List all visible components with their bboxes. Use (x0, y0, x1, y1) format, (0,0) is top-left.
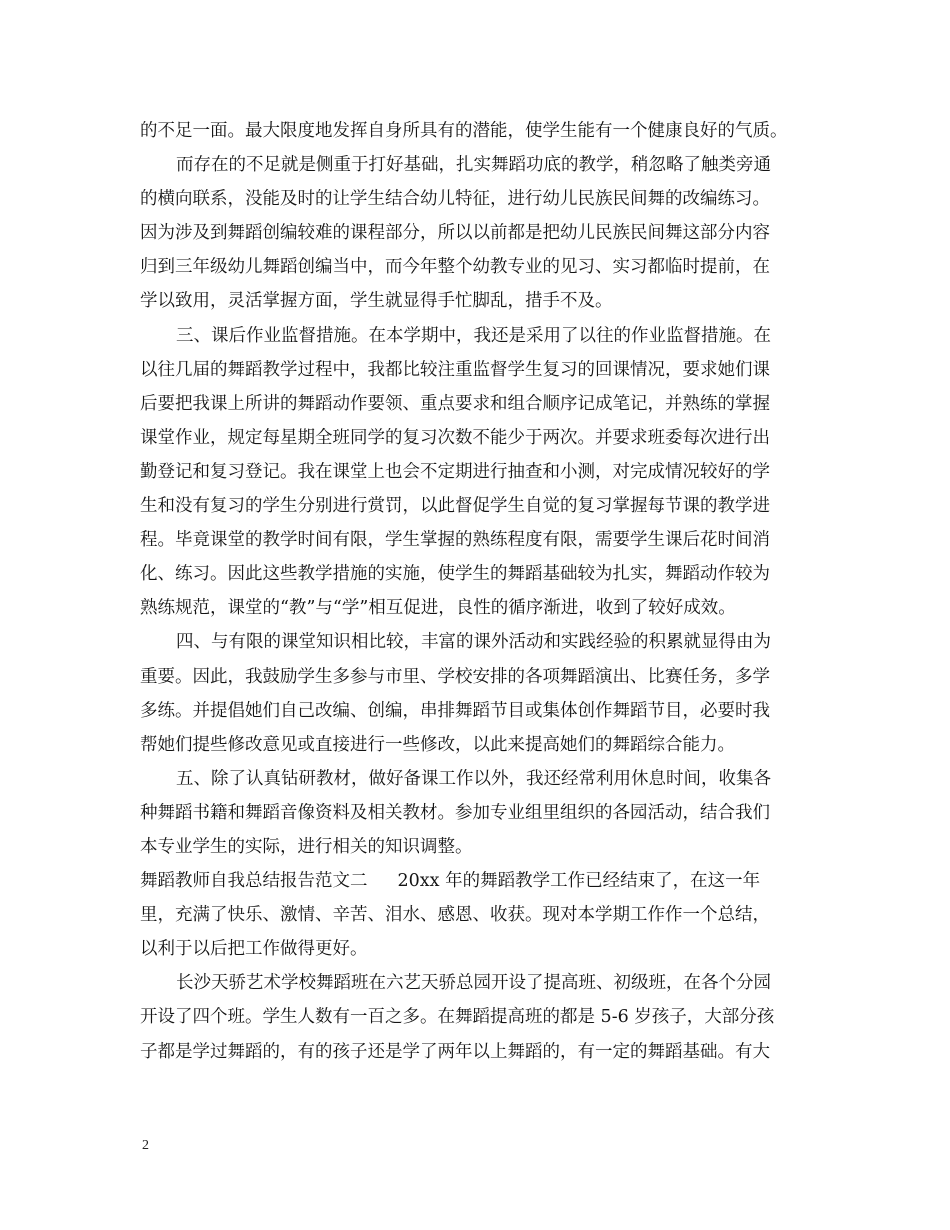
paragraph-start-line: 而存在的不足就是侧重于打好基础，扎实舞蹈功底的教学，稍忽略了触类旁通 (176, 155, 771, 176)
text-line: 后要把我课上所讲的舞蹈动作要领、重点要求和组合顺序记成笔记，并熟练的掌握 (140, 393, 770, 414)
text-line: 种舞蹈书籍和舞蹈音像资料及相关教材。参加专业组里组织的各园活动，结合我们 (140, 802, 770, 823)
text-line: 以往几届的舞蹈教学过程中，我都比较注重监督学生复习的回课情况，要求她们课 (140, 359, 770, 380)
text-line: 程。毕竟课堂的教学时间有限，学生掌握的熟练程度有限，需要学生课后花时间消 (140, 530, 770, 551)
paragraph-start-line: 五、除了认真钻研教材，做好备课工作以外，我还经常利用休息时间，收集各 (176, 768, 771, 789)
text-line: 开设了四个班。学生人数有一百之多。在舞蹈提高班的都是 5-6 岁孩子，大部分孩 (140, 1007, 775, 1028)
text-line: 因为涉及到舞蹈创编较难的课程部分，所以以前都是把幼儿民族民间舞这部分内容 (140, 223, 770, 244)
text-line: 帮她们提些修改意见或直接进行一些修改，以此来提高她们的舞蹈综合能力。 (140, 734, 735, 755)
text-line: 学以致用，灵活掌握方面，学生就显得手忙脚乱，措手不及。 (140, 291, 613, 312)
page-number: 2 (142, 1138, 149, 1153)
body-text (140, 114, 830, 1069)
text-line: 本专业学生的实际，进行相关的知识调整。 (140, 836, 473, 857)
text-line: 生和没有复习的学生分别进行赏罚，以此督促学生自觉的复习掌握每节课的教学进 (140, 496, 770, 517)
paragraph-start-line: 四、与有限的课堂知识相比较，丰富的课外活动和实践经验的积累就显得由为 (176, 632, 771, 653)
paragraph-start-line: 长沙天骄艺术学校舞蹈班在六艺天骄总园开设了提高班、初级班，在各个分园 (176, 973, 771, 994)
text-line: 熟练规范，课堂的“教”与“学”相互促进，良性的循序渐进，收到了较好成效。 (140, 598, 736, 619)
text-line: 子都是学过舞蹈的，有的孩子还是学了两年以上舞蹈的，有一定的舞蹈基础。有大 (140, 1041, 770, 1062)
text-line: 多练。并提倡她们自己改编、创编，串排舞蹈节目或集体创作舞蹈节目，必要时我 (140, 700, 770, 721)
heading-trailing-text: 20xx 年的舞蹈教学工作已经结束了，在这一年 (397, 871, 761, 892)
text-line: 里，充满了快乐、激情、辛苦、泪水、感恩、收获。现对本学期工作作一个总结， (140, 905, 770, 926)
text-line: 课堂作业，规定每星期全班同学的复习次数不能少于两次。并要求班委每次进行出 (140, 427, 770, 448)
text-line: 化、练习。因此这些教学措施的实施，使学生的舞蹈基础较为扎实，舞蹈动作较为 (140, 564, 770, 585)
heading-line (140, 864, 830, 898)
text-line: 以利于以后把工作做得更好。 (140, 939, 368, 960)
text-line: 的横向联系，没能及时的让学生结合幼儿特征，进行幼儿民族民间舞的改编练习。 (140, 189, 770, 210)
text-line: 重要。因此，我鼓励学生多参与市里、学校安排的各项舞蹈演出、比赛任务，多学 (140, 666, 770, 687)
section-heading: 舞蹈教师自我总结报告范文二 (140, 871, 368, 892)
paragraph-start-line: 三、课后作业监督措施。在本学期中，我还是采用了以往的作业监督措施。在 (176, 325, 771, 346)
text-line: 的不足一面。最大限度地发挥自身所具有的潜能，使学生能有一个健康良好的气质。 (140, 121, 788, 141)
text-line: 勤登记和复习登记。我在课堂上也会不定期进行抽查和小测，对完成情况较好的学 (140, 461, 770, 482)
text-line: 归到三年级幼儿舞蹈创编当中，而今年整个幼教专业的见习、实习都临时提前，在 (140, 257, 770, 278)
